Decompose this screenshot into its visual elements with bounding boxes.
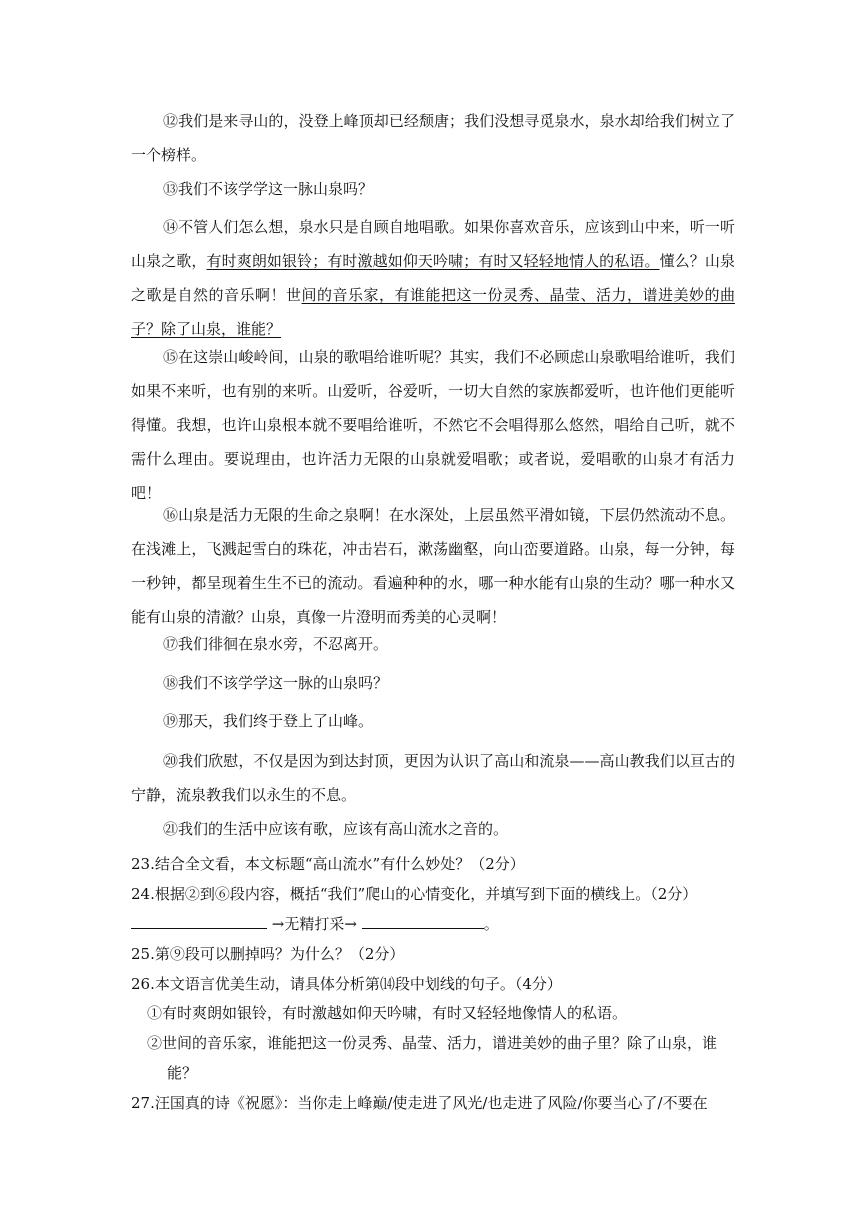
paragraph-20-text: ⑳我们欣慰，不仅是因为到达封顶，更因为认识了高山和流泉——高山教我们以亘古的宁静，流泉教我们以永生的不息。	[131, 752, 735, 804]
paragraph-15	[131, 340, 735, 510]
question-24-answer-line	[131, 909, 735, 939]
question-24: 24.根据②到⑥段内容，概括“我们”爬山的心情变化，并填写到下面的横线上。（2分）	[131, 885, 698, 903]
question-26-item-2-text-b: 能？	[167, 1064, 198, 1082]
question-26: 26.本文语言优美生动，请具体分析第⒁段中划线的句子。（4分）	[131, 975, 562, 993]
question-26-item-2-text-a: ②世间的音乐家，谁能把这一份灵秀、晶莹、活力，谱进美妙的曲子里？除了山泉，谁	[147, 1034, 718, 1052]
question-23: 23.结合全文看，本文标题“高山流水”有什么妙处？（2分）	[131, 855, 525, 873]
paragraph-17-text: ⑰我们徘徊在泉水旁，不忍离开。	[163, 635, 389, 653]
paragraph-19	[131, 704, 735, 738]
paragraph-19-text: ⑲那天，我们终于登上了山峰。	[163, 712, 374, 730]
answer-blank-2[interactable]	[362, 914, 484, 929]
question-27: 27.汪国真的诗《祝愿》：当你走上峰巅/使走进了风光/也走进了风险/你要当心了/不要在	[131, 1094, 708, 1112]
underlined-sentence-1: 有时爽朗如银铃；有时激越如仰天吟啸；有时又轻轻地情人的私语。	[206, 252, 660, 270]
paragraph-16-text: ⑯山泉是活力无限的生命之泉啊！在水深处，上层虽然平滑如镜，下层仍然流动不息。在浅滩上，飞溅起雪白的珠花，冲击岩石，漱荡幽壑，向山峦要道路。山泉，每一分钟，每一秒钟，都呈现着生生不已的流动。看遍种种的水，哪一种水能有山泉的生动？哪一种水又能有山泉的清澈？山泉，真像一片澄明而秀美的心灵啊！	[131, 506, 735, 626]
paragraph-21	[131, 812, 735, 846]
paragraph-12	[131, 104, 735, 172]
question-26-item-2	[147, 1028, 735, 1088]
paragraph-16	[131, 498, 735, 634]
underlined-sentence-2: 间的音乐家，有谁能把这一份灵秀、晶莹、活力，谱进美妙的曲子？除了山泉，谁能？	[131, 286, 735, 338]
paragraph-17	[131, 627, 735, 661]
answer-middle-text: →无精打采→	[271, 915, 357, 933]
paragraph-15-text: ⑮在这崇山峻岭间，山泉的歌唱给谁听呢？其实，我们不必顾虑山泉歌唱给谁听，我们如果不来听，也有别的来听。山爱听，谷爱听，一切大自然的家族都爱听，也许他们更能听得懂。我想，也许山泉根本就不要唱给谁听，不然它不会唱得那么悠然，唱给自己听，就不需什么理由。要说理由，也许活力无限的山泉就爱唱歌；或者说，爱唱歌的山泉才有活力吧！	[131, 348, 735, 502]
paragraph-13	[131, 172, 735, 206]
answer-end-text: 。	[483, 915, 499, 933]
paragraph-20	[131, 744, 735, 812]
paragraph-14-text-a: ⑭不管人们怎么想，泉水只是自顾自地唱歌。如果你喜欢音乐，应该到山中来，听一听山泉之歌，	[131, 218, 735, 270]
paragraph-18	[131, 666, 735, 700]
paragraph-13-text: ⑬我们不该学学这一脉山泉吗？	[163, 180, 374, 198]
paragraph-14	[131, 210, 735, 346]
paragraph-18-text: ⑱我们不该学学这一脉的山泉吗？	[163, 674, 389, 692]
paragraph-14-text-b: 懂么？山泉之歌是自然的音乐啊！世	[131, 252, 735, 304]
paragraph-12-text: ⑫我们是来寻山的，没登上峰顶却已经颓唐；我们没想寻觅泉水，泉水却给我们树立了一个榜样。	[131, 112, 735, 164]
paragraph-21-text: ㉑我们的生活中应该有歌，应该有高山流水之音的。	[163, 820, 509, 838]
answer-blank-1[interactable]	[131, 914, 267, 929]
question-25: 25.第⑨段可以删掉吗？为什么？（2分）	[131, 945, 405, 963]
question-26-item-1: ①有时爽朗如银铃，有时激越如仰天吟啸，有时又轻轻地像情人的私语。	[147, 1004, 628, 1022]
